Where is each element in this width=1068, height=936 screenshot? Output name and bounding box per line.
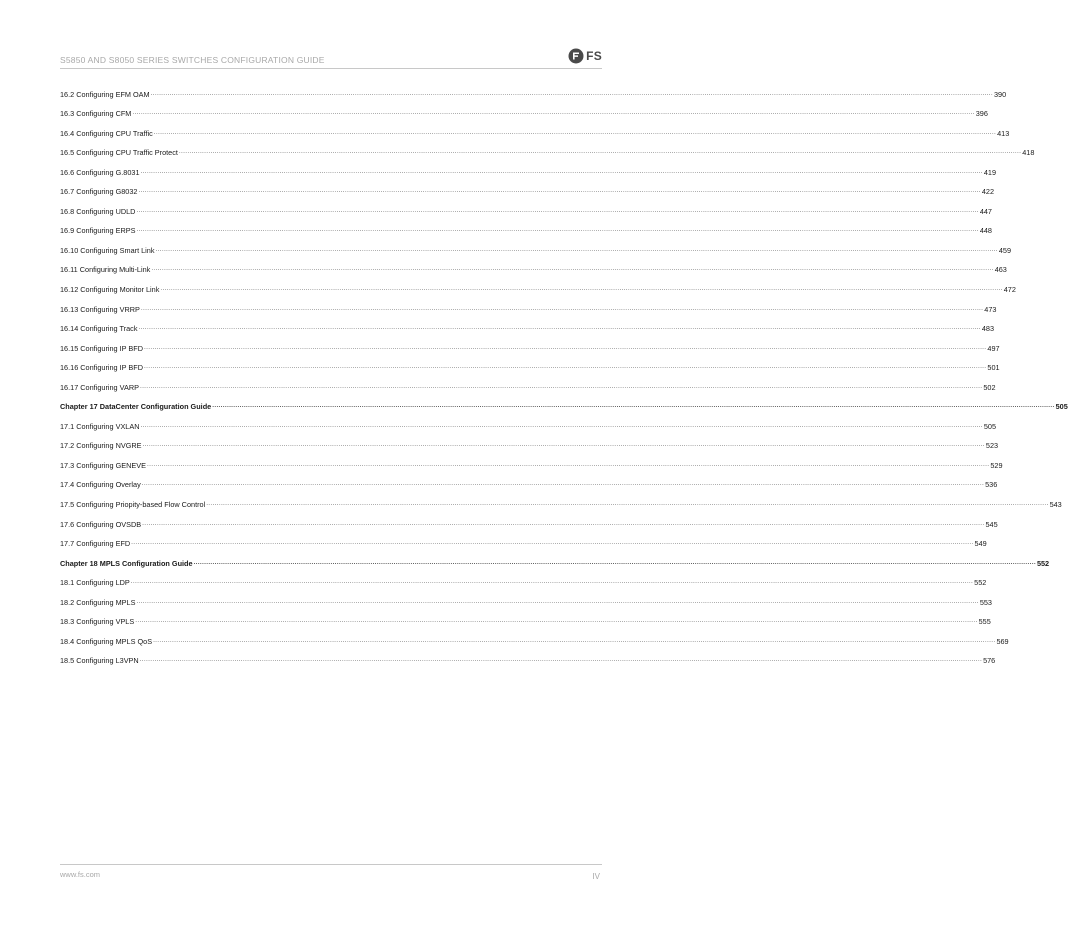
toc-dot-leader: ................................................................................................................................................................................................................................................................................................................................................................................................................ bbox=[142, 519, 985, 527]
toc-dot-leader: ................................................................................................................................................................................................................................................................................................................................................................................................................ bbox=[131, 539, 974, 547]
toc-entry[interactable] bbox=[60, 471, 998, 491]
toc-entry-label: 16.7 Configuring G8032 bbox=[60, 187, 138, 197]
toc-entry-label: Chapter 18 MPLS Configuration Guide bbox=[60, 558, 193, 568]
toc-dot-leader: ................................................................................................................................................................................................................................................................................................................................................................................................................ bbox=[151, 265, 994, 273]
toc-entry-page: 505 bbox=[1055, 402, 1068, 412]
toc-entry-page: 569 bbox=[996, 636, 1009, 646]
toc-entry[interactable] bbox=[60, 354, 1000, 374]
toc-entry[interactable] bbox=[60, 412, 997, 432]
page-footer bbox=[60, 864, 602, 881]
toc-entry[interactable] bbox=[60, 608, 991, 628]
toc-dot-leader: ................................................................................................................................................................................................................................................................................................................................................................................................................ bbox=[153, 636, 996, 644]
toc-entry[interactable] bbox=[60, 451, 1003, 471]
toc-entry-label: 17.2 Configuring NVGRE bbox=[60, 441, 142, 451]
toc-entry-label: 16.9 Configuring ERPS bbox=[60, 226, 136, 236]
toc-dot-leader: ................................................................................................................................................................................................................................................................................................................................................................................................................ bbox=[136, 597, 979, 605]
toc-entry-label: 18.5 Configuring L3VPN bbox=[60, 656, 139, 666]
toc-entry-label: 17.1 Configuring VXLAN bbox=[60, 421, 140, 431]
toc-dot-leader: ................................................................................................................................................................................................................................................................................................................................................................................................................ bbox=[206, 500, 1049, 508]
toc-dot-leader: ................................................................................................................................................................................................................................................................................................................................................................................................................ bbox=[147, 460, 990, 468]
toc-entry-page: 555 bbox=[978, 617, 991, 627]
toc-entry[interactable] bbox=[60, 139, 1035, 159]
toc-entry-label: 17.3 Configuring GENEVE bbox=[60, 460, 146, 470]
toc-entry-label: 16.6 Configuring G.8031 bbox=[60, 167, 140, 177]
toc-entry-label: 18.4 Configuring MPLS QoS bbox=[60, 636, 153, 646]
toc-dot-leader: ................................................................................................................................................................................................................................................................................................................................................................................................................ bbox=[140, 421, 983, 429]
toc-entry-page: 505 bbox=[983, 421, 997, 431]
toc-entry-label: 16.16 Configuring IP BFD bbox=[60, 363, 144, 373]
toc-entry[interactable] bbox=[60, 334, 1000, 354]
toc-dot-leader: ................................................................................................................................................................................................................................................................................................................................................................................................................ bbox=[155, 245, 998, 253]
toc-entry-page: 422 bbox=[981, 187, 995, 197]
toc-entry-page: 472 bbox=[1003, 285, 1016, 295]
toc-entry-label: 17.4 Configuring Overlay bbox=[60, 480, 141, 490]
toc-dot-leader: ................................................................................................................................................................................................................................................................................................................................................................................................................ bbox=[212, 402, 1055, 410]
toc-dot-leader: ................................................................................................................................................................................................................................................................................................................................................................................................................ bbox=[144, 343, 987, 351]
toc-entry[interactable] bbox=[60, 432, 999, 452]
logo-text: FS bbox=[586, 49, 602, 63]
toc-entry-page: 553 bbox=[979, 597, 992, 607]
toc-entry-label: 16.3 Configuring CFM bbox=[60, 109, 132, 119]
toc-chapter-entry[interactable] bbox=[60, 549, 1050, 569]
toc-entry-page: 576 bbox=[983, 656, 996, 666]
toc-entry-page: 502 bbox=[983, 382, 996, 392]
toc-entry-label: 17.5 Configuring Priopity-based Flow Control bbox=[60, 500, 206, 510]
toc-dot-leader: ................................................................................................................................................................................................................................................................................................................................................................................................................ bbox=[160, 285, 1003, 293]
toc-dot-leader: ................................................................................................................................................................................................................................................................................................................................................................................................................ bbox=[139, 382, 983, 390]
toc-dot-leader: ................................................................................................................................................................................................................................................................................................................................................................................................................ bbox=[138, 187, 981, 195]
toc-entry[interactable] bbox=[60, 315, 995, 335]
toc-dot-leader: ................................................................................................................................................................................................................................................................................................................................................................................................................ bbox=[178, 148, 1022, 156]
toc-entry[interactable] bbox=[60, 100, 988, 120]
toc-entry[interactable] bbox=[60, 275, 1016, 295]
toc-entry[interactable] bbox=[60, 490, 1062, 510]
toc-dot-leader: ................................................................................................................................................................................................................................................................................................................................................................................................................ bbox=[141, 480, 985, 488]
toc-dot-leader: ................................................................................................................................................................................................................................................................................................................................................................................................................ bbox=[132, 109, 975, 117]
toc-entry-label: 16.8 Configuring UDLD bbox=[60, 206, 136, 216]
page-number: IV bbox=[592, 872, 600, 881]
toc-dot-leader: ................................................................................................................................................................................................................................................................................................................................................................................................................ bbox=[144, 363, 987, 371]
toc-entry-page: 447 bbox=[979, 206, 992, 216]
toc-entry-page: 483 bbox=[981, 324, 995, 334]
toc-entry-page: 529 bbox=[990, 460, 1003, 470]
toc-entry-label: 16.14 Configuring Track bbox=[60, 324, 138, 334]
toc-entry[interactable] bbox=[60, 588, 992, 608]
toc-entry[interactable] bbox=[60, 647, 996, 667]
toc-entry-page: 545 bbox=[985, 519, 998, 529]
toc-entry-page: 497 bbox=[987, 343, 1000, 353]
toc-dot-leader: ................................................................................................................................................................................................................................................................................................................................................................................................................ bbox=[138, 324, 981, 332]
footer-url[interactable]: www.fs.com bbox=[60, 870, 101, 879]
toc-entry[interactable] bbox=[60, 295, 997, 315]
toc-entry[interactable] bbox=[60, 256, 1007, 276]
toc-entry-page: 523 bbox=[985, 441, 999, 451]
toc-entry-page: 552 bbox=[1036, 558, 1050, 568]
toc-entry-page: 473 bbox=[984, 304, 997, 314]
toc-entry-label: 16.4 Configuring CPU Traffic bbox=[60, 128, 153, 138]
toc-entry[interactable] bbox=[60, 178, 995, 198]
toc-entry-label: 17.6 Configuring OVSDB bbox=[60, 519, 142, 529]
toc-entry[interactable] bbox=[60, 627, 1009, 647]
brand-logo bbox=[568, 47, 602, 65]
toc-dot-leader: ................................................................................................................................................................................................................................................................................................................................................................................................................ bbox=[135, 617, 978, 625]
fs-logo-icon bbox=[568, 48, 584, 64]
toc-entry-page: 418 bbox=[1022, 148, 1035, 158]
toc-entry-page: 543 bbox=[1049, 500, 1062, 510]
toc-entry-label: Chapter 17 DataCenter Configuration Guide bbox=[60, 402, 212, 412]
toc-entry-label: 16.15 Configuring IP BFD bbox=[60, 343, 144, 353]
toc-entry-page: 419 bbox=[983, 167, 997, 177]
toc-entry-page: 552 bbox=[974, 578, 987, 588]
toc-entry-page: 501 bbox=[987, 363, 1000, 373]
toc-entry-page: 448 bbox=[979, 226, 992, 236]
toc-entry-label: 18.1 Configuring LDP bbox=[60, 578, 130, 588]
toc-entry-label: 16.13 Configuring VRRP bbox=[60, 304, 140, 314]
table-of-contents bbox=[60, 80, 1068, 666]
toc-entry-label: 16.17 Configuring VARP bbox=[60, 382, 139, 392]
toc-dot-leader: ................................................................................................................................................................................................................................................................................................................................................................................................................ bbox=[150, 89, 993, 97]
toc-entry[interactable] bbox=[60, 569, 987, 589]
toc-entry-label: 16.12 Configuring Monitor Link bbox=[60, 285, 160, 295]
toc-dot-leader: ................................................................................................................................................................................................................................................................................................................................................................................................................ bbox=[136, 206, 979, 214]
toc-entry-page: 549 bbox=[974, 539, 987, 549]
toc-entry[interactable] bbox=[60, 373, 996, 393]
toc-entry[interactable] bbox=[60, 80, 1007, 100]
toc-entry[interactable] bbox=[60, 119, 1010, 139]
toc-entry[interactable] bbox=[60, 158, 997, 178]
toc-dot-leader: ................................................................................................................................................................................................................................................................................................................................................................................................................ bbox=[136, 226, 979, 234]
toc-entry-label: 16.11 Configuring Multi-Link bbox=[60, 265, 151, 275]
document-title: S5850 AND S8050 SERIES SWITCHES CONFIGURATION GUIDE bbox=[60, 55, 325, 65]
toc-entry-label: 17.7 Configuring EFD bbox=[60, 539, 131, 549]
toc-entry-label: 16.2 Configuring EFM OAM bbox=[60, 89, 150, 99]
toc-entry[interactable] bbox=[60, 510, 998, 530]
toc-dot-leader: ................................................................................................................................................................................................................................................................................................................................................................................................................ bbox=[140, 167, 983, 175]
toc-entry-label: 18.2 Configuring MPLS bbox=[60, 597, 136, 607]
toc-chapter-entry[interactable] bbox=[60, 393, 1068, 413]
toc-entry-label: 18.3 Configuring VPLS bbox=[60, 617, 135, 627]
toc-entry[interactable] bbox=[60, 197, 992, 217]
toc-entry-label: 16.10 Configuring Smart Link bbox=[60, 245, 155, 255]
toc-dot-leader: ................................................................................................................................................................................................................................................................................................................................................................................................................ bbox=[193, 558, 1036, 566]
toc-entry-page: 459 bbox=[998, 245, 1012, 255]
toc-dot-leader: ................................................................................................................................................................................................................................................................................................................................................................................................................ bbox=[130, 578, 974, 586]
toc-entry-label: 16.5 Configuring CPU Traffic Protect bbox=[60, 148, 178, 158]
toc-dot-leader: ................................................................................................................................................................................................................................................................................................................................................................................................................ bbox=[142, 441, 985, 449]
toc-entry[interactable] bbox=[60, 217, 992, 237]
toc-entry-page: 536 bbox=[985, 480, 998, 490]
toc-entry-page: 390 bbox=[994, 89, 1007, 99]
page-header bbox=[60, 44, 602, 69]
toc-entry-page: 463 bbox=[994, 265, 1007, 275]
toc-entry-page: 396 bbox=[975, 109, 988, 119]
toc-dot-leader: ................................................................................................................................................................................................................................................................................................................................................................................................................ bbox=[153, 128, 997, 136]
toc-dot-leader: ................................................................................................................................................................................................................................................................................................................................................................................................................ bbox=[139, 656, 983, 664]
toc-dot-leader: ................................................................................................................................................................................................................................................................................................................................................................................................................ bbox=[140, 304, 984, 312]
toc-entry-page: 413 bbox=[997, 128, 1010, 138]
toc-entry[interactable] bbox=[60, 236, 1012, 256]
toc-entry[interactable] bbox=[60, 530, 987, 550]
